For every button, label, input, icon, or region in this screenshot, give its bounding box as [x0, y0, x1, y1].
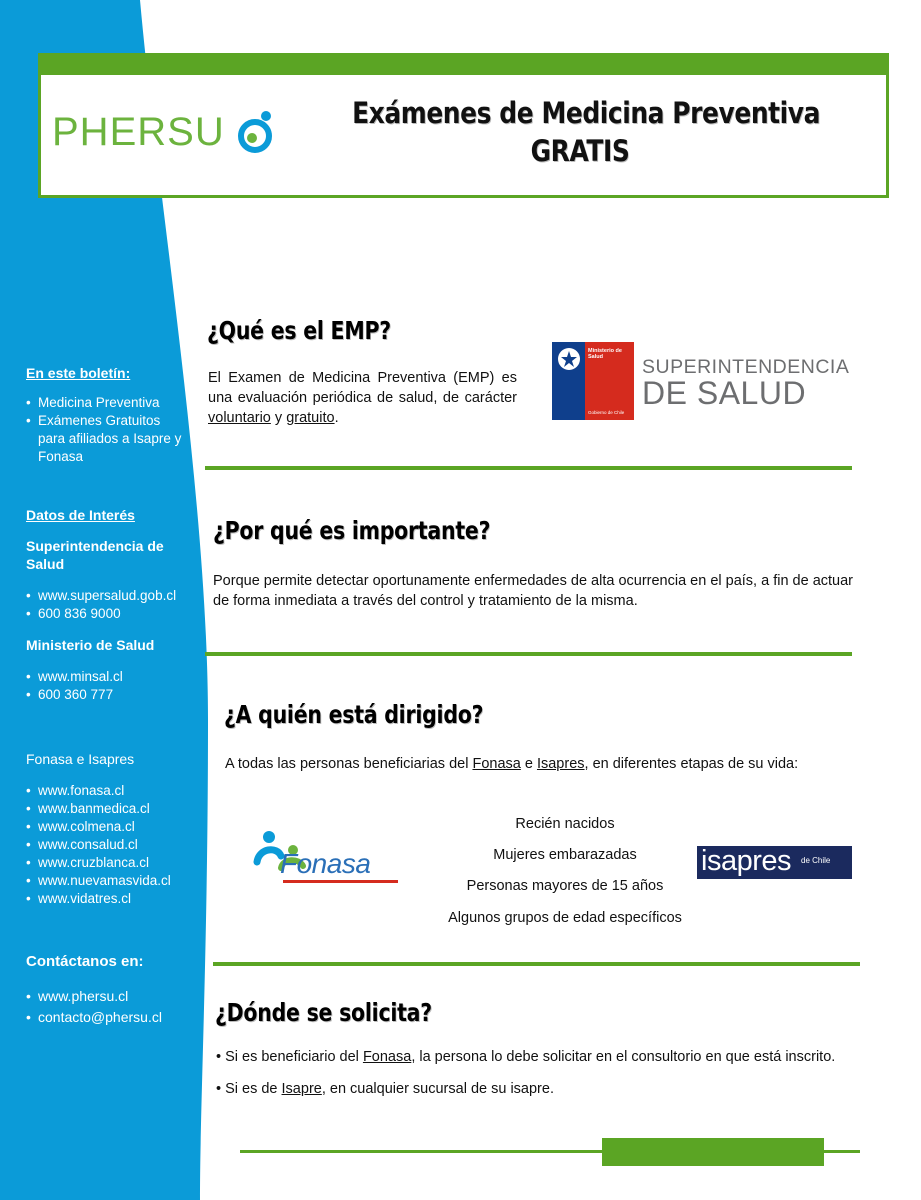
link-nuevamasvida[interactable]: • www.nuevamasvida.cl [26, 872, 191, 890]
fonasa-link: Fonasa [362, 1049, 412, 1065]
section-where-bullet2: • Si es de Isapre, en cualquier sucursal de su isapre. [216, 1081, 554, 1097]
bulletin-item: • Medicina Preventiva [26, 394, 191, 412]
page-title [315, 96, 845, 168]
section-emp-text: El Examen de Medicina Preventiva (EMP) es una evaluación periódica de salud, de carácter voluntario y gratuito. [208, 370, 517, 426]
minsal-list [26, 668, 191, 704]
superintendencia-logo-text: SUPERINTENDENCIA DE SALUD [642, 356, 850, 411]
section-audience-heading: ¿A quién está dirigido? [224, 700, 484, 729]
phersu-logo-icon [230, 108, 280, 158]
section-audience-text: A todas las personas beneficiarias del Fonasa e Isapres, en diferentes etapas de su vida: [225, 756, 799, 772]
contact-list [26, 986, 191, 1028]
chile-crest-icon [556, 346, 582, 372]
fonasa-link: Fonasa [472, 756, 521, 772]
link-supersalud[interactable]: • www.supersalud.gob.cl [26, 587, 191, 605]
ministerio-logo: Ministerio de Salud Gobierno de Chile [552, 342, 634, 420]
link-banmedica[interactable]: • www.banmedica.cl [26, 800, 191, 818]
section-where-bullet1: • Si es beneficiario del Fonasa, la persona lo debe solicitar en el consultorio en que está inscrito. [216, 1049, 836, 1065]
group-item: Personas mayores de 15 años [466, 878, 664, 894]
link-contact-email[interactable]: • contacto@phersu.cl [26, 1007, 191, 1028]
section-divider [205, 466, 852, 470]
sidebar-content [26, 364, 191, 1028]
fonasa-isapres-list [26, 782, 191, 908]
minsal-label: Ministerio de Salud [26, 637, 155, 653]
section-divider [213, 962, 860, 966]
fonasa-isapres-label: Fonasa e Isapres [26, 751, 135, 767]
page-title-line1: Exámenes de Medicina Preventiva [352, 96, 820, 130]
voluntario-link: voluntario [208, 410, 271, 426]
link-minsal[interactable]: • www.minsal.cl [26, 668, 191, 686]
phone-supersalud: • 600 836 9000 [26, 605, 191, 623]
section-where-heading: ¿Dónde se solicita? [215, 998, 432, 1027]
page-title-line2: GRATIS [530, 134, 630, 168]
link-cruzblanca[interactable]: • www.cruzblanca.cl [26, 854, 191, 872]
isapres-link: Isapres [536, 756, 585, 772]
group-item: Mujeres embarazadas [493, 847, 637, 863]
superintendencia-label: Superintendencia de Salud [26, 538, 164, 572]
section-importance-text: Porque permite detectar oportunamente enfermedades de alta ocurrencia en el país, a fin de actuar de forma inmediata a través del control y tratamiento de la misma. [213, 573, 854, 609]
contact-heading: Contáctanos en: [26, 953, 144, 970]
link-vidatres[interactable]: • www.vidatres.cl [26, 890, 191, 908]
section-importance-heading: ¿Por qué es importante? [213, 516, 491, 545]
gratuito-link: gratuito [286, 410, 335, 426]
link-colmena[interactable]: • www.colmena.cl [26, 818, 191, 836]
link-consalud[interactable]: • www.consalud.cl [26, 836, 191, 854]
fonasa-logo: Fonasa [253, 828, 403, 884]
link-phersu[interactable]: • www.phersu.cl [26, 986, 191, 1007]
section-emp-heading: ¿Qué es el EMP? [207, 316, 391, 345]
bulletin-item: • Exámenes Gratuitos para afiliados a Isapre y Fonasa [26, 412, 191, 466]
header-top-bar [38, 53, 889, 77]
phone-minsal: • 600 360 777 [26, 686, 191, 704]
bulletin-list [26, 394, 191, 466]
link-fonasa[interactable]: • www.fonasa.cl [26, 782, 191, 800]
bulletin-heading: En este boletín: [26, 365, 131, 381]
group-item: Recién nacidos [515, 816, 615, 832]
group-item: Algunos grupos de edad específicos [448, 910, 682, 926]
section-divider [205, 652, 852, 656]
audience-groups [420, 816, 710, 941]
phersu-logo [52, 110, 225, 155]
isapres-logo: isapres de Chile [697, 846, 852, 879]
interest-heading: Datos de Interés [26, 507, 135, 523]
phersu-logo-text: PHERSU [52, 110, 225, 154]
superintendencia-list [26, 587, 191, 623]
isapre-link: Isapre [281, 1081, 322, 1097]
footer-block [602, 1138, 824, 1166]
